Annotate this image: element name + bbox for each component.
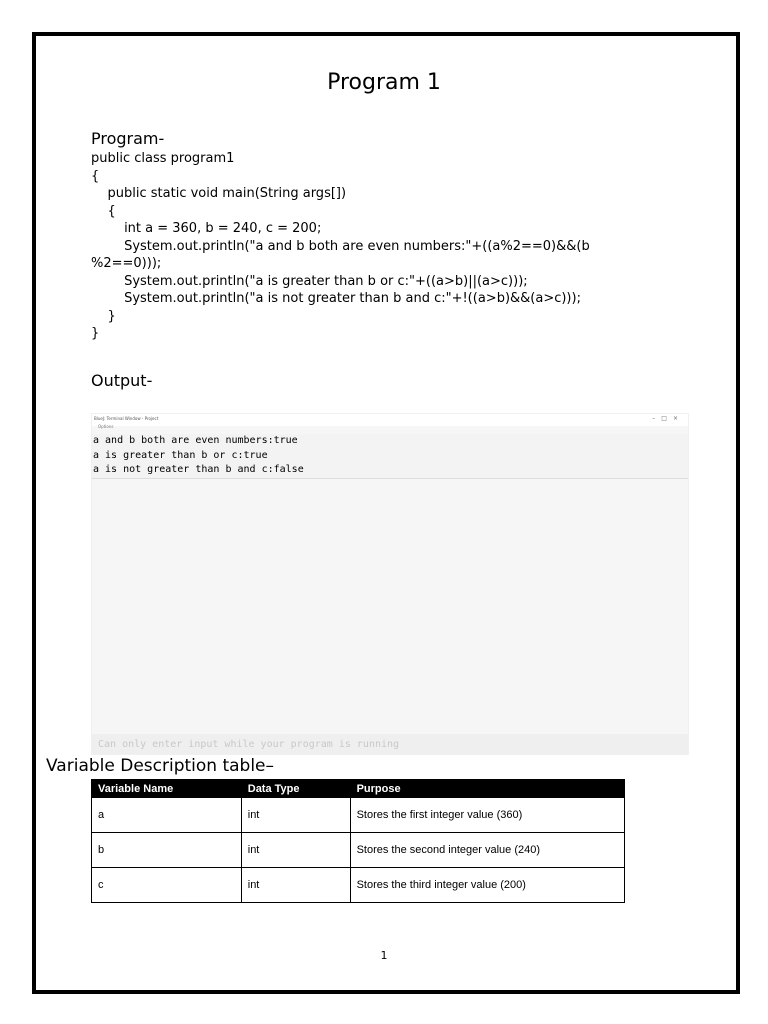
code-line: { <box>91 168 100 184</box>
column-header: Data Type <box>241 780 350 798</box>
code-line: System.out.println("a is greater than b or c:"+((a>b)||(a>c))); <box>91 273 528 289</box>
code-line: System.out.println("a and b both are even numbers:"+((a%2==0)&&(b <box>91 238 590 254</box>
terminal-menu-options[interactable]: Options <box>98 424 114 429</box>
code-block <box>91 150 651 343</box>
code-line: System.out.println("a is not greater than b and c:"+!((a>b)&&(a>c))); <box>91 291 581 306</box>
output-heading: Output- <box>91 371 153 390</box>
terminal-output <box>92 434 688 479</box>
table-cell: int <box>241 868 350 903</box>
window-controls <box>652 415 684 422</box>
page-title: Program 1 <box>327 70 441 95</box>
table-cell: c <box>92 868 242 903</box>
table-row <box>92 868 625 903</box>
table-cell: b <box>92 833 242 868</box>
table-cell: int <box>241 833 350 868</box>
table-cell: a <box>92 798 242 833</box>
close-icon[interactable]: × <box>672 415 684 422</box>
code-line: } <box>91 308 116 324</box>
output-line: a is not greater than b and c:false <box>93 464 304 475</box>
terminal-titlebar <box>92 414 688 426</box>
code-line: } <box>91 326 100 341</box>
maximize-icon[interactable]: □ <box>661 415 673 422</box>
column-header: Variable Name <box>92 780 242 798</box>
program-heading: Program- <box>91 129 165 148</box>
table-header-row <box>92 780 625 798</box>
table-row <box>92 798 625 833</box>
variable-table-heading: Variable Description table– <box>46 756 275 776</box>
code-line: int a = 360, b = 240, c = 200; <box>91 221 322 236</box>
column-header: Purpose <box>350 780 624 798</box>
output-line: a and b both are even numbers:true <box>93 435 298 446</box>
terminal-title: BlueJ: Terminal Window - Project <box>94 416 159 421</box>
variable-table <box>91 779 625 903</box>
terminal-input[interactable]: Can only enter input while your program is running <box>92 734 688 754</box>
output-line: a is greater than b or c:true <box>93 449 268 461</box>
table-row <box>92 833 625 868</box>
table-cell: Stores the second integer value (240) <box>350 833 624 868</box>
minimize-icon[interactable]: – <box>652 415 662 422</box>
table-cell: int <box>241 798 350 833</box>
code-line: %2==0))); <box>91 256 162 271</box>
terminal-window <box>91 413 689 755</box>
table-cell: Stores the third integer value (200) <box>350 868 624 903</box>
page-number: 1 <box>380 949 388 962</box>
table-cell: Stores the first integer value (360) <box>350 798 624 833</box>
code-line: public static void main(String args[]) <box>91 186 347 201</box>
code-line: public class program1 <box>91 151 235 166</box>
code-line: { <box>91 203 116 219</box>
